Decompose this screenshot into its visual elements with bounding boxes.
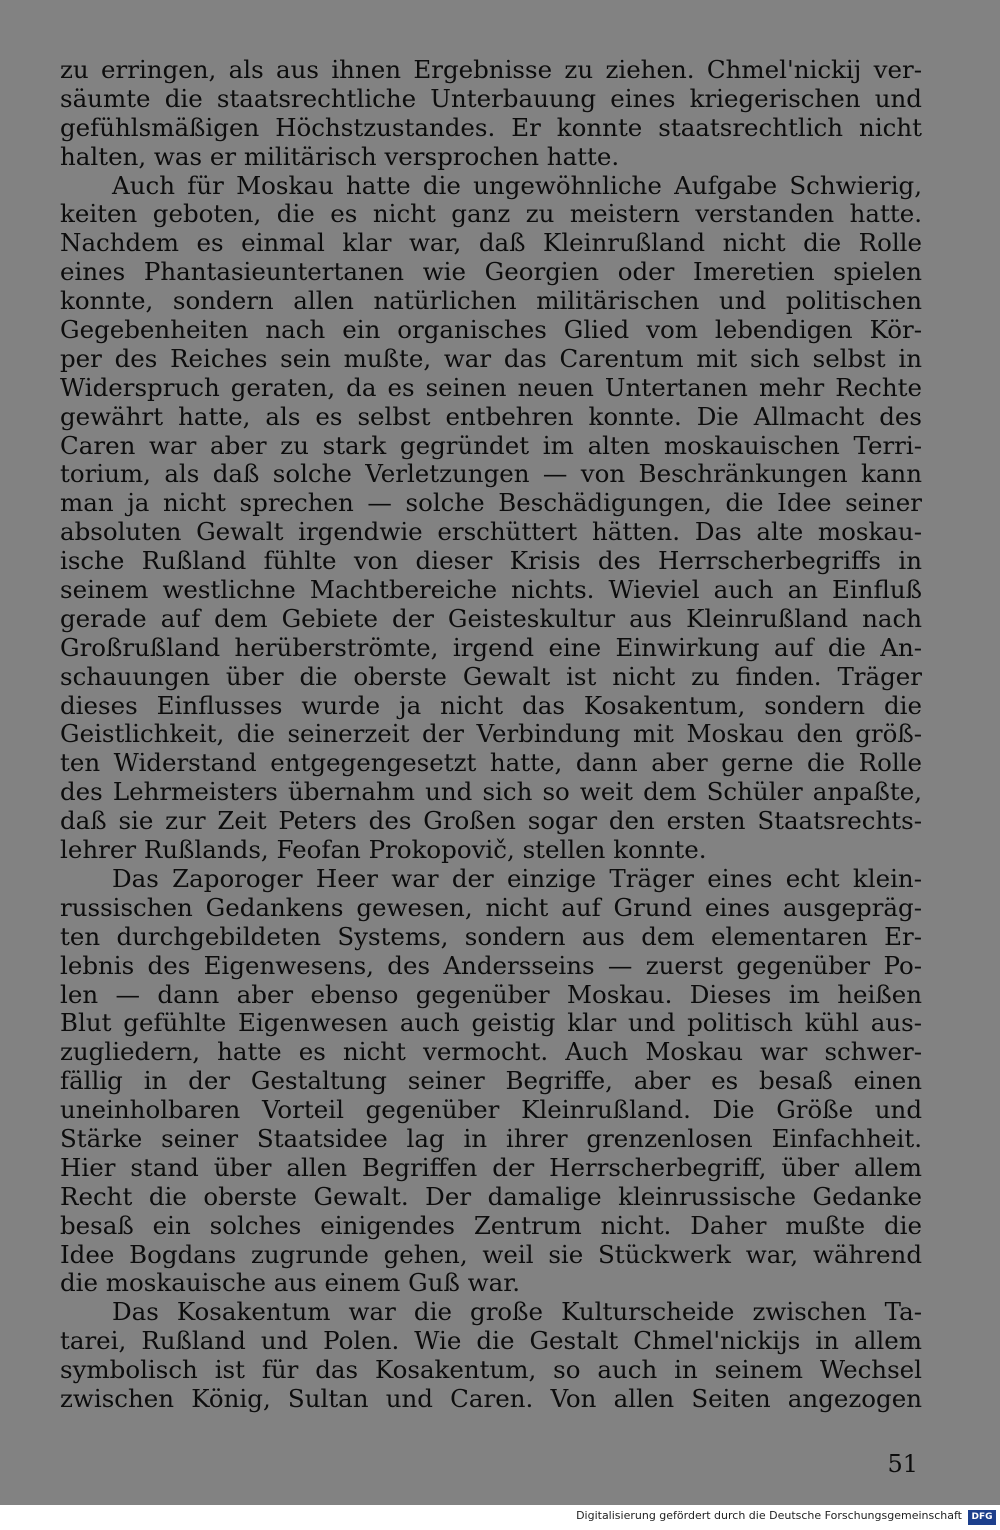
text-line: keiten geboten, die es nicht ganz zu meistern verstanden hatte. [60, 200, 922, 229]
text-line: absoluten Gewalt irgendwie erschüttert hätten. Das alte moskau- [60, 518, 922, 547]
text-line: Hier stand über allen Begriffen der Herrscherbegriff, über allem [60, 1153, 922, 1182]
text-line: dieses Einflusses wurde ja nicht das Kosakentum, sondern die [60, 691, 922, 720]
text-line: schauungen über die oberste Gewalt ist nicht zu finden. Träger [60, 662, 922, 691]
text-line: Blut gefühlte Eigenwesen auch geistig klar und politisch kühl aus- [60, 1009, 922, 1038]
text-line: tarei, Rußland und Polen. Wie die Gestalt Chmel'nickijs in allem [60, 1327, 922, 1356]
text-line: ten Widerstand entgegengesetzt hatte, dann aber gerne die Rolle [60, 749, 922, 778]
text-line: Großrußland herüberströmte, irgend eine Einwirkung auf die An- [60, 633, 922, 662]
text-line: torium, als daß solche Verletzungen — von Beschränkungen kann [60, 460, 922, 489]
text-line: ische Rußland fühlte von dieser Krisis des Herrscherbegriffs in [60, 547, 922, 576]
text-line: ten durchgebildeten Systems, sondern aus dem elementaren Er- [60, 922, 922, 951]
text-line: besaß ein solches einigendes Zentrum nicht. Daher mußte die [60, 1211, 922, 1240]
text-line: zugliedern, hatte es nicht vermocht. Auch Moskau war schwer- [60, 1038, 922, 1067]
text-line: halten, was er militärisch versprochen hatte. [60, 142, 620, 171]
text-line: Geistlichkeit, die seinerzeit der Verbindung mit Moskau den größ- [60, 720, 922, 749]
text-line: uneinholbaren Vorteil gegenüber Kleinrußland. Die Größe und [60, 1096, 922, 1125]
text-line: Recht die oberste Gewalt. Der damalige kleinrussische Gedanke [60, 1182, 922, 1211]
body-text [60, 56, 922, 1414]
text-line: Das Kosakentum war die große Kulturscheide zwischen Ta- [112, 1298, 922, 1327]
text-line: zwischen König, Sultan und Caren. Von allen Seiten angezogen [60, 1384, 922, 1413]
text-line: Idee Bogdans zugrunde gehen, weil sie Stückwerk war, während [60, 1240, 922, 1269]
text-line: gewährt hatte, als es selbst entbehren konnte. Die Allmacht des [60, 402, 922, 431]
text-line: gerade auf dem Gebiete der Geisteskultur aus Kleinrußland nach [60, 604, 922, 633]
paragraph [60, 56, 922, 172]
dfg-logo: DFG [968, 1510, 996, 1525]
text-line: eines Phantasieuntertanen wie Georgien oder Imeretien spielen [60, 258, 922, 287]
paragraph [60, 865, 922, 1298]
paragraph [60, 172, 922, 865]
text-line: symbolisch ist für das Kosakentum, so auch in seinem Wechsel [60, 1356, 922, 1385]
text-line: daß sie zur Zeit Peters des Großen sogar den ersten Staatsrechts- [60, 807, 922, 836]
text-line: die moskauische aus einem Guß war. [60, 1269, 521, 1298]
text-line: Widerspruch geraten, da es seinen neuen Untertanen mehr Rechte [60, 373, 922, 402]
text-line: fällig in der Gestaltung seiner Begriffe, aber es besaß einen [60, 1067, 922, 1096]
text-line: Auch für Moskau hatte die ungewöhnliche Aufgabe Schwierig, [112, 171, 922, 200]
text-line: Caren war aber zu stark gegründet im alten moskauischen Terri- [60, 431, 922, 460]
text-line: seinem westlichne Machtbereiche nichts. Wieviel auch an Einfluß [60, 576, 922, 605]
text-line: Stärke seiner Staatsidee lag in ihrer grenzenlosen Einfachheit. [60, 1124, 922, 1153]
text-line: per des Reiches sein mußte, war das Carentum mit sich selbst in [60, 344, 922, 373]
paragraph [60, 1298, 922, 1414]
text-line: Gegebenheiten nach ein organisches Glied vom lebendigen Kör- [60, 316, 922, 345]
funding-credit: Digitalisierung gefördert durch die Deutsche Forschungsgemeinschaft [576, 1509, 962, 1522]
text-line: lebnis des Eigenwesens, des Andersseins — zuerst gegenüber Po- [60, 951, 922, 980]
text-line: konnte, sondern allen natürlichen militärischen und politischen [60, 287, 922, 316]
text-line: russischen Gedankens gewesen, nicht auf Grund eines ausgepräg- [60, 893, 922, 922]
text-line: gefühlsmäßigen Höchstzustandes. Er konnte staatsrechtlich nicht [60, 113, 922, 142]
text-line: lehrer Rußlands, Feofan Prokopovič, stellen konnte. [60, 836, 707, 865]
text-line: man ja nicht sprechen — solche Beschädigungen, die Idee seiner [60, 489, 922, 518]
text-line: Das Zaporoger Heer war der einzige Träger eines echt klein- [112, 864, 922, 893]
text-line: des Lehrmeisters übernahm und sich so weit dem Schüler anpaßte, [60, 778, 922, 807]
text-line: zu erringen, als aus ihnen Ergebnisse zu ziehen. Chmel'nickij ver- [60, 56, 922, 84]
text-line: Nachdem es einmal klar war, daß Kleinrußland nicht die Rolle [60, 229, 922, 258]
text-line: len — dann aber ebenso gegenüber Moskau. Dieses im heißen [60, 980, 922, 1009]
text-line: säumte die staatsrechtliche Unterbauung eines kriegerischen und [60, 84, 922, 113]
digitization-footer [0, 1505, 1000, 1530]
page-number: 51 [887, 1450, 918, 1478]
